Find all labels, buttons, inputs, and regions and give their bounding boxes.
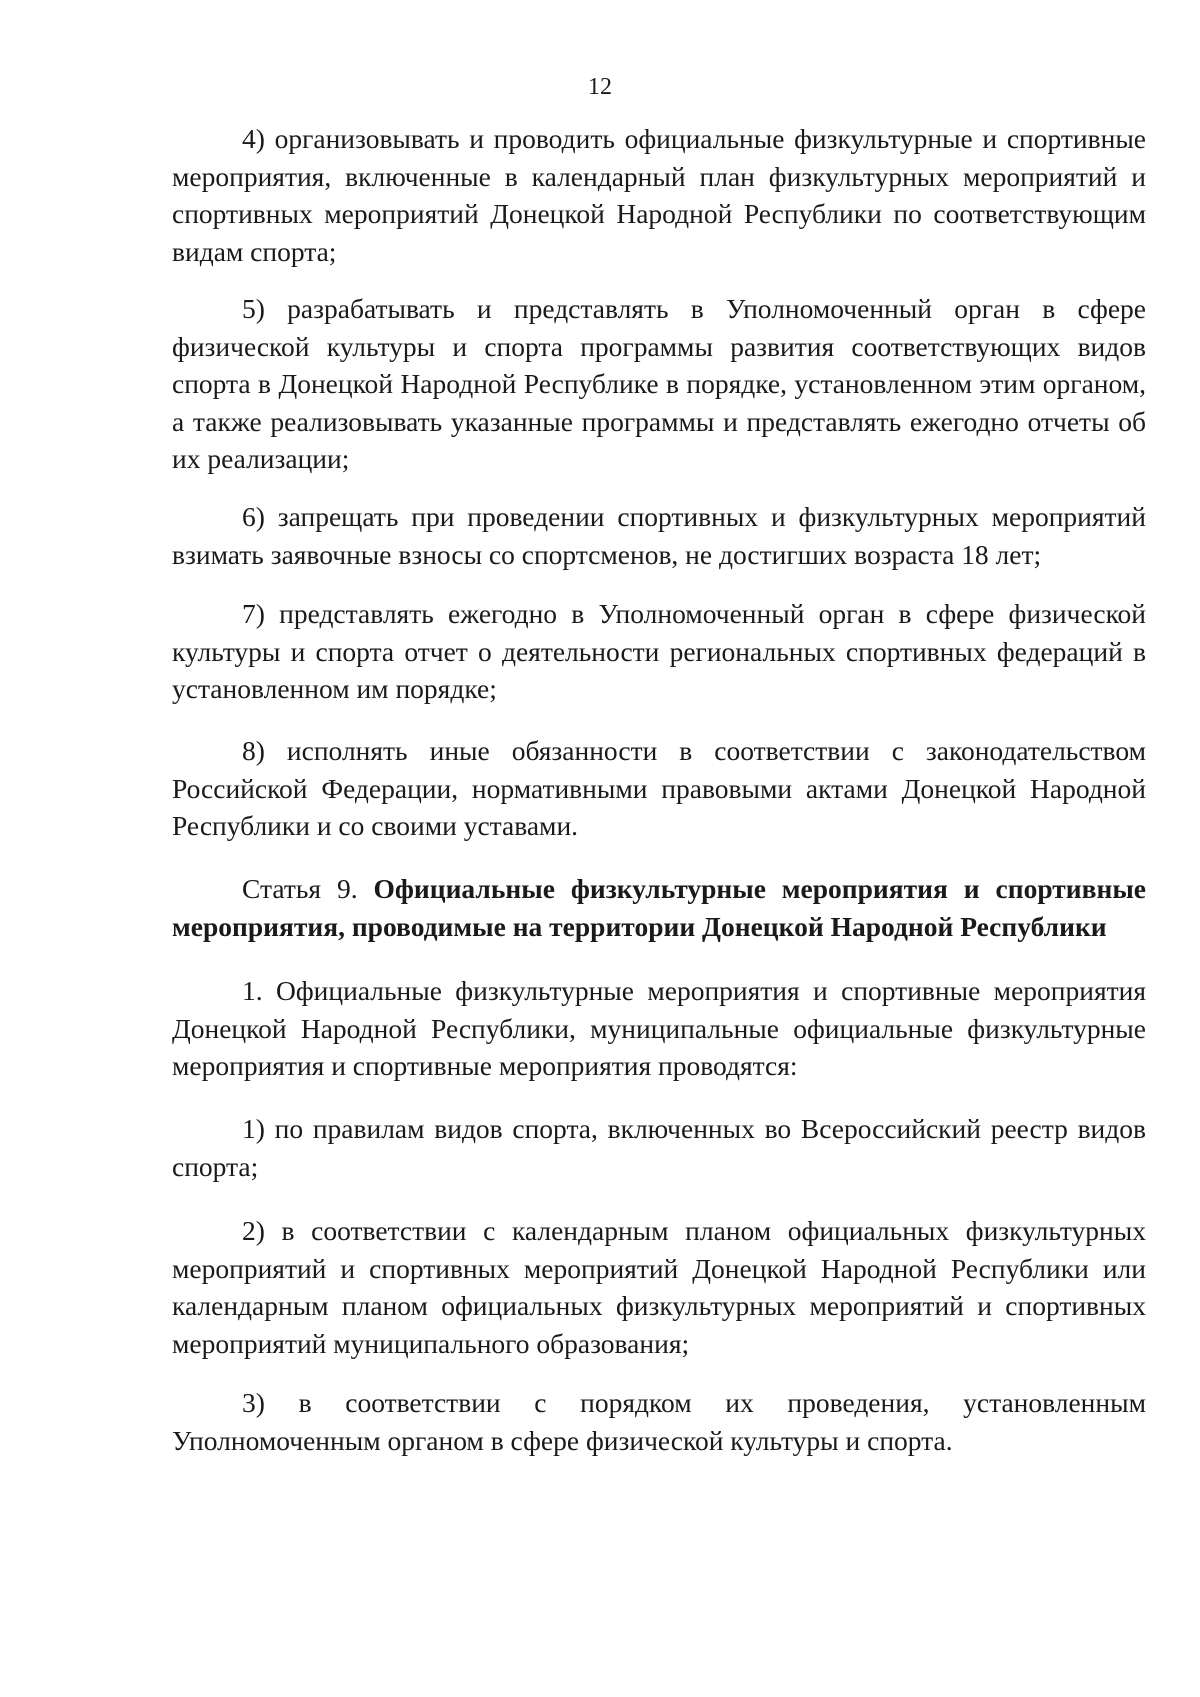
article-title: Официальные физкультурные мероприятия и спортивные мероприятия, проводимые на территории Донецкой Народной Республики	[172, 873, 1146, 942]
page-number: 12	[588, 74, 612, 100]
article-subitem-1: 1) по правилам видов спорта, включенных во Всероссийский реестр видов спорта;	[172, 1113, 1146, 1182]
article-heading	[172, 870, 1146, 945]
paragraph-item-5: 5) разрабатывать и представлять в Уполномоченный орган в сфере физической культуры и спорта программы развития соответствующих видов спорта в Донецкой Народной Республике в порядке, установленном этим органом, а также реализовывать указанные программы и представлять ежегодно отчеты об их реализации;	[172, 293, 1146, 475]
paragraph-item-4: 4) организовывать и проводить официальные физкультурные и спортивные мероприятия, включенные в календарный план физкультурных мероприятий и спортивных мероприятий Донецкой Народной Республики по соответствующим видам спорта;	[172, 123, 1146, 267]
article-subitem-2: 2) в соответствии с календарным планом официальных физкультурных мероприятий и спортивных мероприятий Донецкой Народной Республики или календарным планом официальных физкультурных мероприятий и спортивных мероприятий муниципального образования;	[172, 1215, 1146, 1359]
article-subitem-3: 3) в соответствии с порядком их проведения, установленным Уполномоченным органом в сфере физической культуры и спорта.	[172, 1387, 1146, 1456]
paragraph-item-6: 6) запрещать при проведении спортивных и физкультурных мероприятий взимать заявочные взносы со спортсменов, не достигших возраста 18 лет;	[172, 501, 1146, 570]
paragraph-item-7: 7) представлять ежегодно в Уполномоченный орган в сфере физической культуры и спорта отчет о деятельности региональных спортивных федераций в установленном им порядке;	[172, 598, 1146, 705]
article-label: Статья 9.	[242, 873, 358, 904]
paragraph-item-8: 8) исполнять иные обязанности в соответствии с законодательством Российской Федерации, нормативными правовыми актами Донецкой Народной Республики и со своими уставами.	[172, 735, 1146, 842]
article-clause-1: 1. Официальные физкультурные мероприятия и спортивные мероприятия Донецкой Народной Республики, муниципальные официальные физкультурные мероприятия и спортивные мероприятия проводятся:	[172, 975, 1146, 1082]
